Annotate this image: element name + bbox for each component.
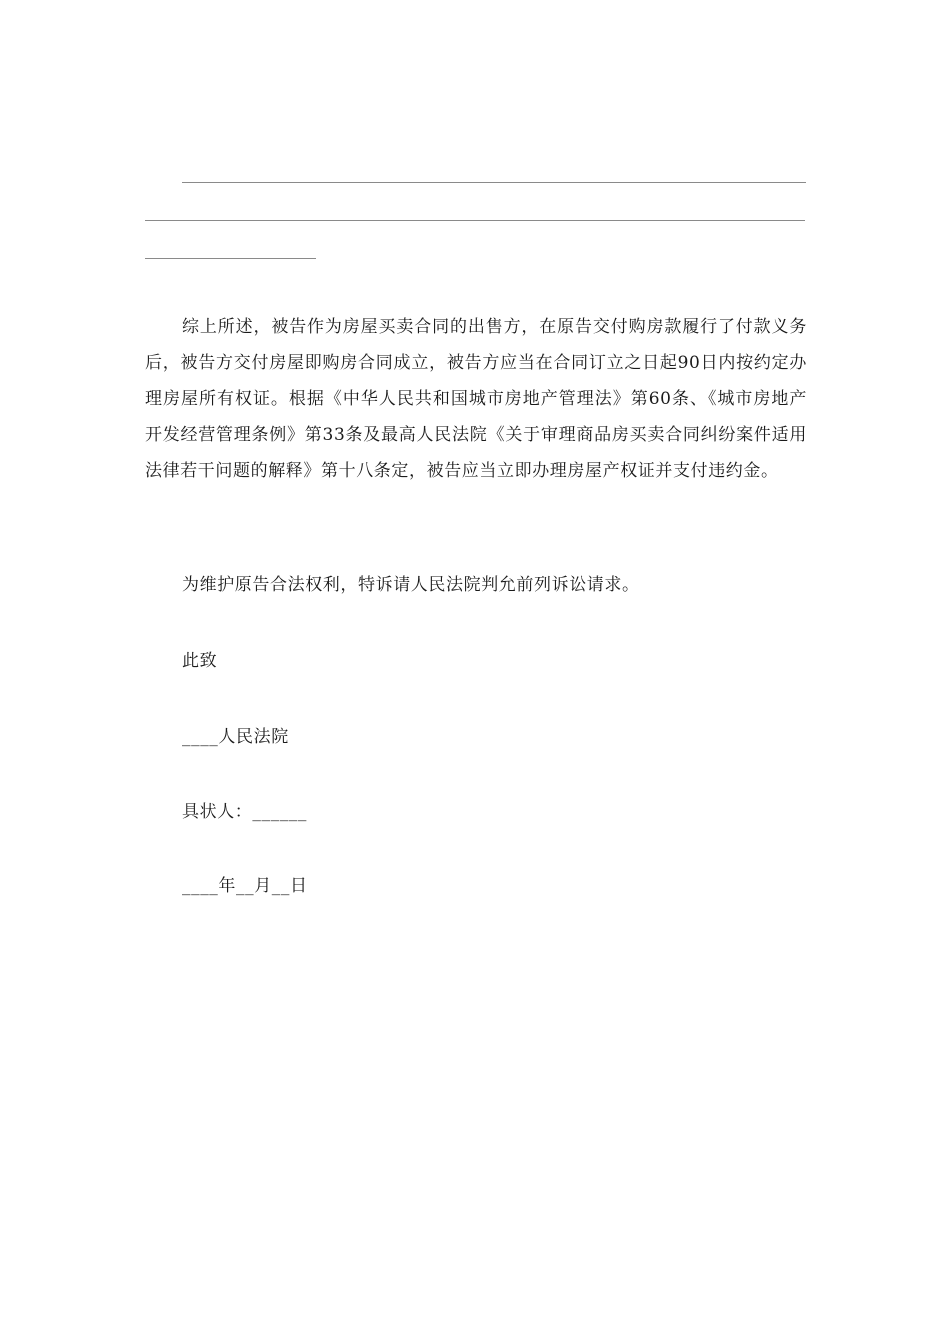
request-paragraph: 为维护原告合法权利，特诉请人民法院判允前列诉讼请求。 — [182, 575, 640, 595]
blank-fill-line-3 — [145, 258, 316, 259]
salutation: 此致 — [182, 651, 218, 671]
blank-fill-line-2 — [145, 220, 805, 221]
blank-fill-line-1 — [182, 182, 806, 183]
conclusion-paragraph: 综上所述，被告作为房屋买卖合同的出售方，在原告交付购房款履行了付款义务后，被告方交付房屋即购房合同成立，被告方应当在合同订立之日起90日内按约定办理房屋所有权证。根据《中华人民共和国城市房地产管理法》第60条、《城市房地产开发经营管理条例》第33条及最高人民法院《关于审理商品房买卖合同纠纷案件适用法律若干问题的解释》第十八条定，被告应当立即办理房屋产权证并支付违约金。 — [145, 317, 807, 481]
plaintiff-signature: 具状人：______ — [182, 802, 307, 822]
filing-date: ____年__月__日 — [182, 876, 308, 896]
court-name: ____人民法院 — [182, 727, 289, 747]
